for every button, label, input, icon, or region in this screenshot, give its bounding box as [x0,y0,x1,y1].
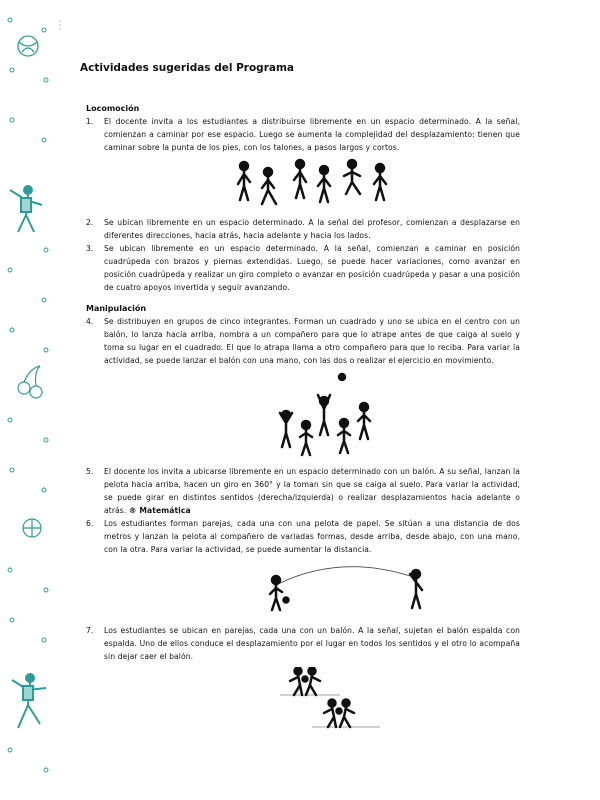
page-title: Actividades sugeridas del Programa [80,62,294,74]
back-to-back-pairs-figure [80,667,520,731]
list-item: 5. El docente los invita a ubicarse libremente en un espacio determinado con un balón. A su señal, lanzan la pelota hacia arriba, hacen un giro en 360° y la toman sin que se caiga al suelo. Para variar la actividad, se puede girar en distintos sentidos (derecha/izquierda) o realizar desplazamientos hacia adelante o atrás. ® Matemática [86,467,520,515]
document-page [80,62,520,739]
list-item: 4. Se distribuyen en grupos de cinco integrantes. Forman un cuadrado y uno se ubica en el centro con un balón, lo lanza hacia arriba, nombra a un compañero para que lo atrape antes de que caiga al suelo y toma su lugar en el cuadrado. El que lo atrapa llama a otro compañero para que lo reciba. Para variar la actividad, se puede lanzar el balón con una mano, con las dos o realizar el ejercicio en movimiento. [86,317,520,365]
list-item: 1. El docente invita a los estudiantes a distribuirse libremente en un espacio determinado. A la señal, comienzan a caminar por ese espacio. Luego se aumenta la complejidad del desplazamiento: tienen que caminar sobre la punta de los pies, con los talones, a pasos largos y cortos. [86,117,520,152]
pair-throwing-figure [80,560,520,616]
section-heading-manipulacion: Manipulación [86,304,147,313]
list-item: 3. Se ubican libremente en un espacio determinado. A la señal, comienzan a caminar en posición cuadrúpeda con brazos y piernas extendidas. Luego, se puede hacer variaciones, como avanzar en posición cuadrúpeda y realizar un giro completo o avanzar en posición cuadrúpeda y pasar a una posición de cuatro apoyos invertida y seguir avanzando. [86,244,520,292]
decorative-border [0,0,62,800]
list-item: 7. Los estudiantes se ubican en parejas, cada una con un balón. A la señal, sujetan el balón espalda con espalda. Uno de ellos conduce el desplazamiento por el lugar en todos los sentidos y el otro lo acompaña sin dejar caer el balón. [86,626,520,661]
list-item: 2. Se ubican libremente en un espacio determinado. A la señal del profesor, comienzan a desplazarse en diferentes direcciones, hacia atrás, hacia adelante y hacia los lados. [86,218,520,240]
child-runner-icon [12,674,46,728]
ball-icon [18,36,38,56]
section-heading-locomocion: Locomoción [86,104,140,113]
list-item: 6. Los estudiantes forman parejas, cada una con una pelota de papel. Se sitúan a una distancia de dos metros y lanzan la pelota al compañero de variadas formas, desde arriba, desde abajo, con una mano, con la otra. Para variar la actividad, se puede aumentar la distancia. [86,519,520,554]
walking-children-figure [80,158,520,208]
child-figure-icon [10,186,42,232]
cherry-icon [18,366,42,398]
basketball-icon [23,519,41,537]
ball-toss-group-figure [80,371,520,457]
